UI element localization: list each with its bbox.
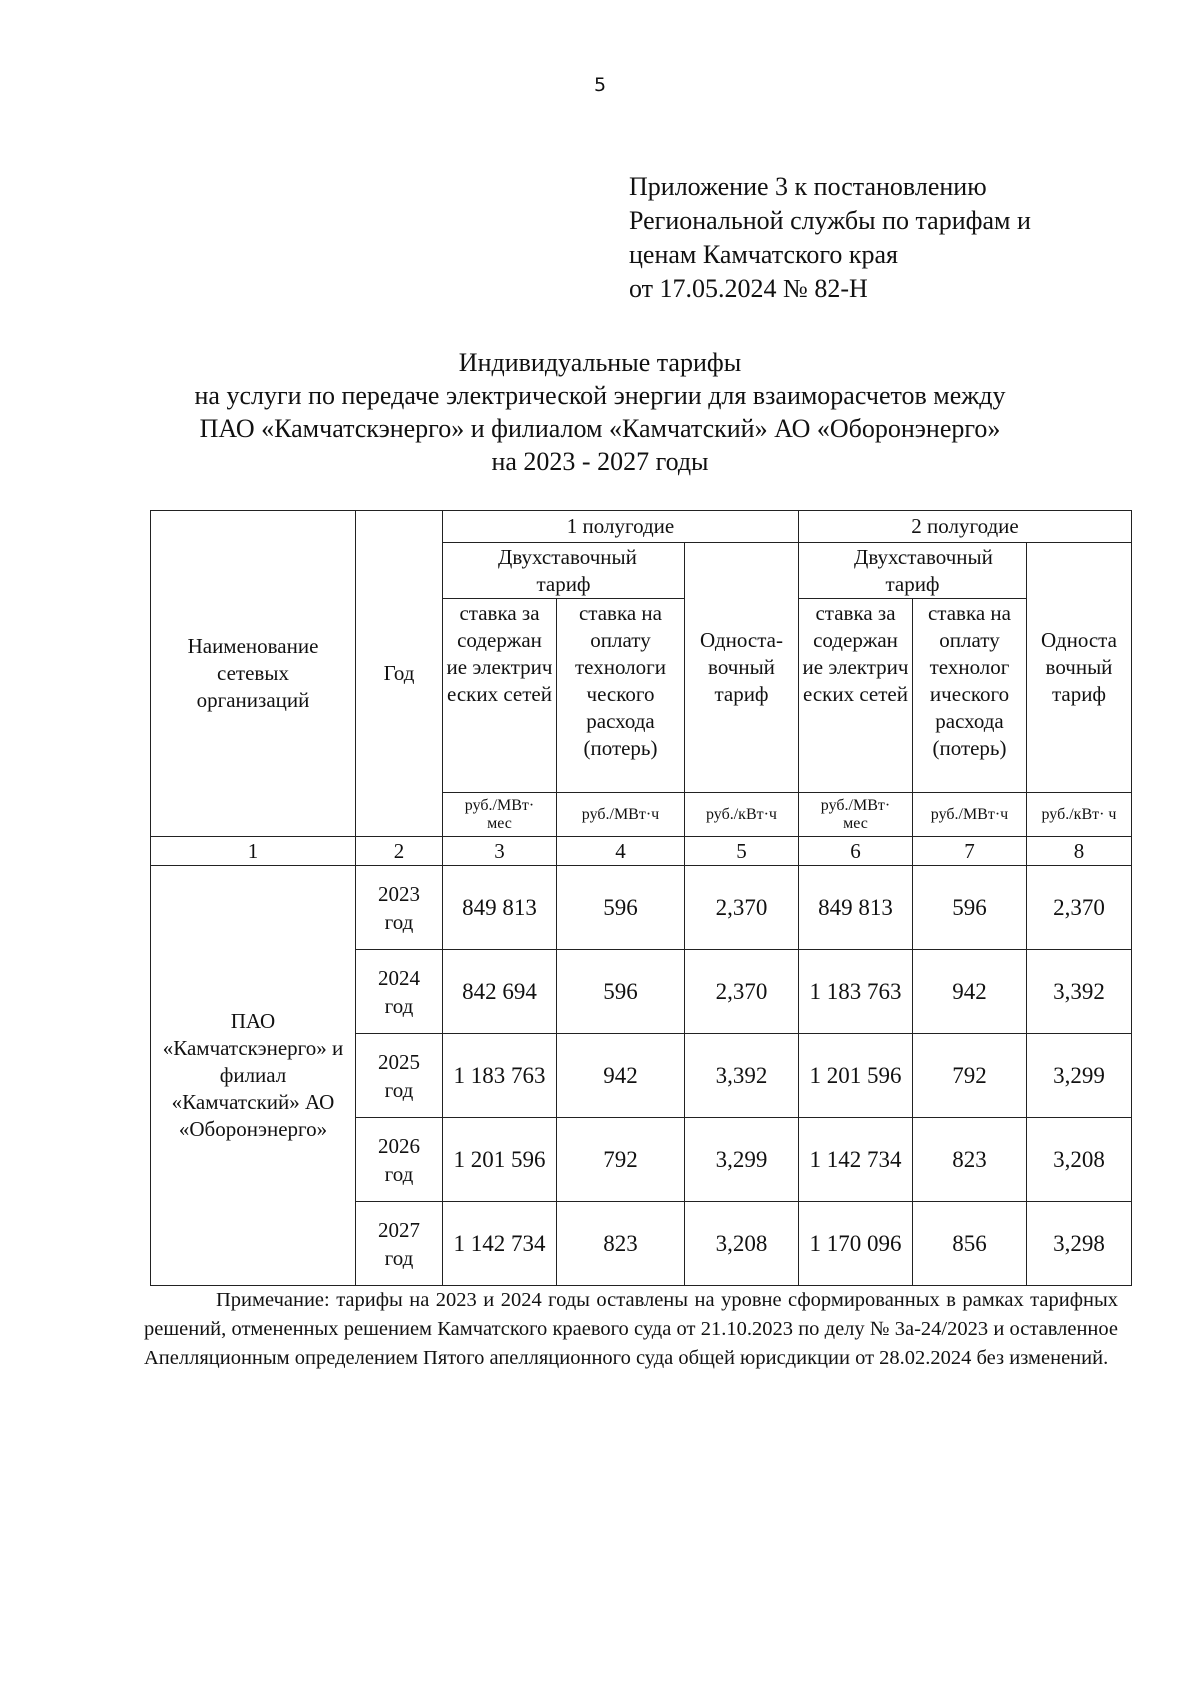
value-cell: 842 694 <box>443 950 557 1034</box>
title-line: на 2023 - 2027 годы <box>491 447 709 476</box>
value-cell: 596 <box>913 866 1027 950</box>
header-col3: ставка за содержан ие электрич еских сетей <box>443 599 557 793</box>
value-cell: 1 142 734 <box>443 1202 557 1286</box>
year-cell: 2027 год <box>356 1202 443 1286</box>
header-single-rate-2: Односта вочный тариф <box>1027 543 1132 793</box>
year-cell: 2025 год <box>356 1034 443 1118</box>
header-two-rate-1: Двухставочный тариф <box>443 543 685 599</box>
value-cell: 1 142 734 <box>799 1118 913 1202</box>
value-cell: 849 813 <box>443 866 557 950</box>
value-cell: 942 <box>557 1034 685 1118</box>
value-cell: 3,208 <box>1027 1118 1132 1202</box>
value-cell: 1 201 596 <box>799 1034 913 1118</box>
value-cell: 823 <box>557 1202 685 1286</box>
appendix-reference <box>629 170 1031 306</box>
header-year: Год <box>356 511 443 837</box>
document-title <box>0 346 1200 478</box>
table-row <box>151 866 1132 950</box>
value-cell: 3,392 <box>1027 950 1132 1034</box>
column-number: 1 <box>151 837 356 866</box>
value-cell: 2,370 <box>1027 866 1132 950</box>
value-cell: 1 201 596 <box>443 1118 557 1202</box>
value-cell: 792 <box>557 1118 685 1202</box>
unit-col6: руб./МВт· мес <box>799 793 913 837</box>
header-half-2: 2 полугодие <box>799 511 1132 543</box>
note-text: Примечание: тарифы на 2023 и 2024 годы оставлены на уровне сформированных в рамках тарифных решений, отмененных решением Камчатского краевого суда от 21.10.2023 по делу № 3а-24/2023 и оставленное Апелляционным определением Пятого апелляционного суда общей юрисдикции от 28.02.2024 без изменений. <box>144 1289 1118 1369</box>
header-col7: ставка на оплату технолог ического расхода (потерь) <box>913 599 1027 793</box>
column-number: 7 <box>913 837 1027 866</box>
unit-col5: руб./кВт·ч <box>685 793 799 837</box>
column-number: 6 <box>799 837 913 866</box>
appendix-line: от 17.05.2024 № 82-Н <box>629 274 868 303</box>
unit-col7: руб./МВт·ч <box>913 793 1027 837</box>
column-number: 2 <box>356 837 443 866</box>
value-cell: 856 <box>913 1202 1027 1286</box>
year-cell: 2023 год <box>356 866 443 950</box>
header-col6: ставка за содержан ие электрич еских сетей <box>799 599 913 793</box>
value-cell: 823 <box>913 1118 1027 1202</box>
year-cell: 2026 год <box>356 1118 443 1202</box>
value-cell: 3,298 <box>1027 1202 1132 1286</box>
value-cell: 2,370 <box>685 866 799 950</box>
value-cell: 1 183 763 <box>443 1034 557 1118</box>
title-line: Индивидуальные тарифы <box>458 348 742 377</box>
value-cell: 1 170 096 <box>799 1202 913 1286</box>
header-org-name: Наименование сетевых организаций <box>151 511 356 837</box>
title-line: на услуги по передаче электрической энергии для взаиморасчетов между <box>194 381 1006 410</box>
value-cell: 3,299 <box>1027 1034 1132 1118</box>
title-line: ПАО «Камчатскэнерго» и филиалом «Камчатский» АО «Оборонэнерго» <box>199 414 1001 443</box>
tariffs-table <box>150 510 1132 1286</box>
value-cell: 849 813 <box>799 866 913 950</box>
appendix-line: Региональной службы по тарифам и <box>629 206 1031 235</box>
appendix-line: Приложение 3 к постановлению <box>629 172 987 201</box>
header-single-rate-1: Односта- вочный тариф <box>685 543 799 793</box>
value-cell: 792 <box>913 1034 1027 1118</box>
unit-col8: руб./кВт· ч <box>1027 793 1132 837</box>
column-number: 5 <box>685 837 799 866</box>
unit-col4: руб./МВт·ч <box>557 793 685 837</box>
column-number: 8 <box>1027 837 1132 866</box>
value-cell: 942 <box>913 950 1027 1034</box>
value-cell: 2,370 <box>685 950 799 1034</box>
header-half-1: 1 полугодие <box>443 511 799 543</box>
appendix-line: ценам Камчатского края <box>629 240 898 269</box>
unit-col3: руб./МВт· мес <box>443 793 557 837</box>
year-cell: 2024 год <box>356 950 443 1034</box>
organization-name: ПАО «Камчатскэнерго» и филиал «Камчатский» АО «Оборонэнерго» <box>151 866 356 1286</box>
value-cell: 1 183 763 <box>799 950 913 1034</box>
column-number: 4 <box>557 837 685 866</box>
header-col4: ставка на оплату технологи ческого расхода (потерь) <box>557 599 685 793</box>
value-cell: 596 <box>557 866 685 950</box>
column-number: 3 <box>443 837 557 866</box>
value-cell: 596 <box>557 950 685 1034</box>
value-cell: 3,299 <box>685 1118 799 1202</box>
note <box>144 1286 1118 1373</box>
page-number: 5 <box>593 74 607 96</box>
value-cell: 3,392 <box>685 1034 799 1118</box>
header-two-rate-2: Двухставочный тариф <box>799 543 1027 599</box>
value-cell: 3,208 <box>685 1202 799 1286</box>
